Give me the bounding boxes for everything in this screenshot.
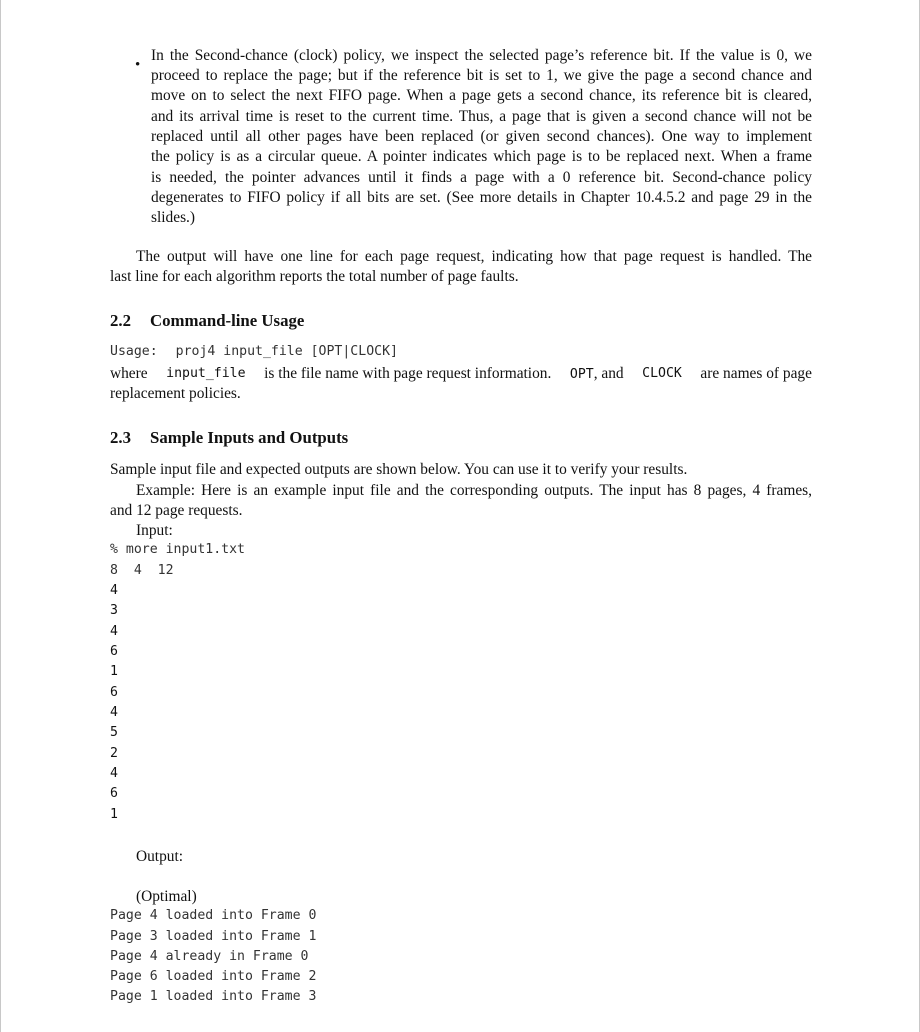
sample-intro: Sample input file and expected outputs are shown below. You can use it to verify your results. [110, 461, 688, 478]
text-and: , and [593, 365, 624, 382]
bullet-line: move on to select the next FIFO page. When a page gets a second chance, its reference bit is cleared, [151, 87, 812, 104]
request-line: 4 [110, 705, 118, 720]
request-line: 6 [110, 685, 118, 700]
section-number: 2.2 [110, 311, 131, 330]
text-where: where [110, 365, 148, 382]
request-line: 6 [110, 644, 118, 659]
request-line: 4 [110, 583, 118, 598]
section-title: Command-line Usage [150, 311, 305, 330]
output-paragraph-line: The output will have one line for each page request, indicating how that page request is handled. The [136, 248, 812, 265]
output-line: Page 1 loaded into Frame 3 [110, 989, 317, 1004]
code-input-file: input_file [166, 366, 246, 381]
bullet-line: the policy is as a circular queue. A pointer indicates which page is to be replaced next. When a frame [151, 148, 812, 165]
example-line: and 12 page requests. [110, 502, 243, 519]
output-label: Output: [136, 848, 184, 865]
request-line: 6 [110, 786, 118, 801]
request-line: 1 [110, 664, 118, 679]
bullet-line: and its arrival time is reset to the current time. Thus, a page that is given a second chance will not be [151, 108, 812, 125]
section-number: 2.3 [110, 428, 131, 447]
request-line: 3 [110, 603, 118, 618]
section-title: Sample Inputs and Outputs [150, 428, 349, 447]
policy-names [570, 364, 624, 385]
usage-label: Usage: [110, 344, 158, 359]
text-desc: are names of page [700, 365, 812, 382]
usage-line [110, 344, 398, 359]
bullet-line: slides.) [151, 209, 196, 226]
output-line: Page 6 loaded into Frame 2 [110, 969, 317, 984]
usage-command: proj4 input_file [OPT|CLOCK] [175, 344, 398, 359]
code-opt: OPT [569, 367, 594, 382]
section-heading-2-3 [110, 428, 348, 448]
input-label: Input: [136, 522, 173, 539]
code-clock: CLOCK [642, 366, 682, 381]
bullet-line: degenerates to FIFO policy if all bits are set. (See more details in Chapter 10.4.5.2 and page 29 in the [151, 189, 812, 206]
request-line: 5 [110, 725, 118, 740]
bullet-line: In the Second-chance (clock) policy, we inspect the selected page’s reference bit. If the value is 0, we [151, 47, 812, 64]
usage-description [110, 364, 812, 385]
section-heading-2-2 [110, 311, 304, 331]
bullet-line: is needed, the pointer advances until it finds a page with a 0 reference bit. Second-chance policy [151, 169, 812, 186]
input-header-line: 8 4 12 [110, 563, 174, 578]
request-line: 1 [110, 807, 118, 822]
output-line: Page 4 loaded into Frame 0 [110, 908, 317, 923]
bullet-marker: • [135, 57, 141, 73]
request-line: 4 [110, 766, 118, 781]
bullet-line: replaced until all other pages have been replaced (or given second chances). One way to implement [151, 128, 812, 145]
example-line: Example: Here is an example input file and the corresponding outputs. The input has 8 pages, 4 frames, [136, 482, 812, 499]
request-line: 4 [110, 624, 118, 639]
output-paragraph-line: last line for each algorithm reports the total number of page faults. [110, 268, 519, 285]
output-line: Page 3 loaded into Frame 1 [110, 929, 317, 944]
optimal-label: (Optimal) [136, 888, 197, 905]
bullet-line: proceed to replace the page; but if the reference bit is set to 1, we give the page a second chance and [151, 67, 812, 84]
output-line: Page 4 already in Frame 0 [110, 949, 309, 964]
command-line: % more input1.txt [110, 542, 245, 557]
text-desc: is the file name with page request information. [264, 365, 552, 382]
request-line: 2 [110, 746, 118, 761]
usage-description-end: replacement policies. [110, 385, 241, 402]
